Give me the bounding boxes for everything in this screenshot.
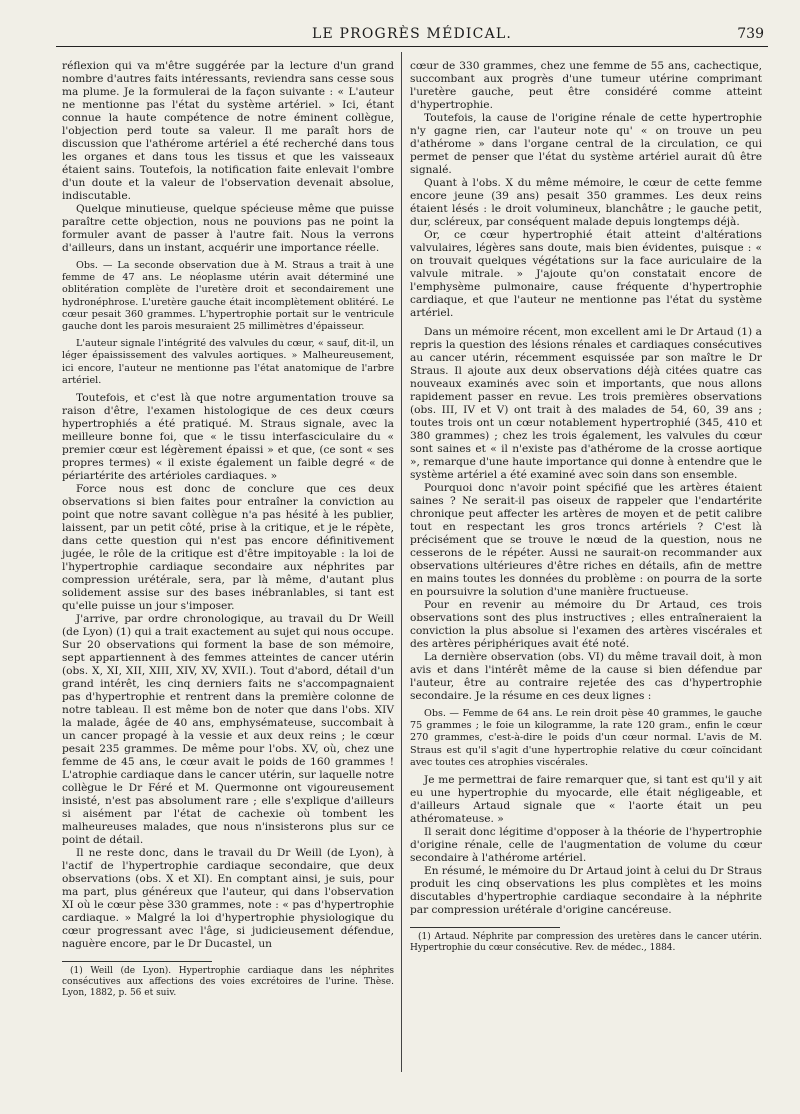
paragraph: Pourquoi donc n'avoir point spécifié que les artères étaient saines ? Ne serait-il pas oiseux de rappeler que l'endartérite chronique peut affecter les artères de moyen et de petit calibre tout en respectant les gros troncs artériels ? C'est là précisément que se trouve le nœud de la question, nous ne cesserons de le répéter. Aussi ne saurait-on recommander aux observations ultérieures d'être riches en détails, afin de mettre en mains toutes les données du problème : on pourra de la sorte en poursuivre la solution d'une manière fructueuse. [410, 482, 762, 598]
header-rule [56, 46, 768, 47]
paragraph: Or, ce cœur hypertrophié était atteint d'altérations valvulaires, légères sans doute, mais bien évidentes, puisque : « on trouvait quelques végétations sur la face auriculaire de la valvule mitrale. » J'ajoute qu'on constatait encore de l'emphysème pulmonaire, cause fréquente d'hypertrophie cardiaque, et que l'auteur ne mentionne pas l'état du système artériel. [410, 229, 762, 319]
paragraph: En résumé, le mémoire du Dr Artaud joint à celui du Dr Straus produit les cinq observations les plus complètes et les moins discutables d'hypertrophie cardiaque secondaire à la néphrite par compression urétérale d'origine cancéreuse. [410, 865, 762, 917]
left-column [62, 60, 394, 999]
observation-paragraph: L'auteur signale l'intégrité des valvules du cœur, « sauf, dit-il, un léger épaississement des valvules aortiques. » Malheureusement, ici encore, l'auteur ne mentionne pas l'état anatomique de l'arbre artériel. [62, 338, 394, 386]
paragraph: J'arrive, par ordre chronologique, au travail du Dr Weill (de Lyon) (1) qui a trait exactement au sujet qui nous occupe. Sur 20 observations qui forment la base de son mémoire, sept appartiennent à des femmes atteintes de cancer utérin (obs. X, XI, XII, XIII, XIV, XV, XVII.). Tout d'abord, détail d'un grand intérêt, les cinq derniers faits ne s'accompagnaient pas d'hypertrophie et rentrent dans la première colonne de notre tableau. Il est même bon de noter que dans l'obs. XIV la malade, âgée de 40 ans, emphysémateuse, succombait à un cancer propagé à la vessie et aux deux reins ; le cœur pesait 235 grammes. De même pour l'obs. XV, où, chez une femme de 45 ans, le cœur avait le poids de 160 grammes ! L'atrophie cardiaque dans le cancer utérin, sur laquelle notre collègue le Dr Féré et M. Quermonne ont vigoureusement insisté, n'est pas absolument rare ; elle s'explique d'ailleurs si aisément par l'état de cachexie où tombent les malheureuses malades, que nous n'insisterons plus sur ce point de détail. [62, 613, 394, 847]
right-column [410, 60, 762, 954]
observation-paragraph: Obs. — La seconde observation due à M. Straus a trait à une femme de 47 ans. Le néoplasme utérin avait déterminé une oblitération complète de l'uretère droit et secondairement une hydronéphrose. L'uretère gauche était incomplètement oblitéré. Le cœur pesait 360 grammes. L'hypertrophie portait sur le ventricule gauche dont les parois mesuraient 25 millimètres d'épaisseur. [62, 260, 394, 333]
column-divider [401, 52, 402, 1072]
paragraph: Dans un mémoire récent, mon excellent ami le Dr Artaud (1) a repris la question des lésions rénales et cardiaques consécutives au cancer utérin, récemment esquissée par son maître le Dr Straus. Il ajoute aux deux observations déjà citées quatre cas nouveaux examinés avec soin et importants, que nous allons rapidement passer en revue. Les trois premières observations (obs. III, IV et V) ont trait à des malades de 54, 60, 39 ans ; toutes trois ont un cœur notablement hypertrophié (345, 410 et 380 grammes) ; chez les trois également, les valvules du cœur sont saines et « il n'existe pas d'athérome de la crosse aortique », remarque d'une haute importance qui donne à entendre que le système artériel a été examiné avec soin dans son ensemble. [410, 326, 762, 481]
page-header [56, 26, 768, 48]
paragraph: Je me permettrai de faire remarquer que, si tant est qu'il y ait eu une hypertrophie du myocarde, elle était négligeable, et d'ailleurs Artaud signale que « l'aorte était un peu athéromateuse. » [410, 774, 762, 826]
paragraph: Pour en revenir au mémoire du Dr Artaud, ces trois observations sont des plus instructives ; elles entraîneraient la conviction la plus absolue si l'examen des artères viscérales et des artères périphériques avait été noté. [410, 599, 762, 650]
footnote: (1) Weill (de Lyon). Hypertrophie cardiaque dans les néphrites consécutives aux affections des voies excrétoires de l'urine. Thèse. Lyon, 1882, p. 56 et suiv. [62, 966, 394, 999]
page-number: 739 [737, 26, 764, 42]
paragraph: cœur de 330 grammes, chez une femme de 55 ans, cachectique, succombant aux progrès d'une tumeur utérine comprimant l'uretère gauche, peut être considéré comme atteint d'hypertrophie. [410, 60, 762, 111]
paragraph: Il ne reste donc, dans le travail du Dr Weill (de Lyon), à l'actif de l'hypertrophie cardiaque secondaire, que deux observations (obs. X et XI). En comptant ainsi, je suis, pour ma part, plus généreux que l'auteur, qui dans l'observation XI où le cœur pèse 330 grammes, note : « pas d'hypertrophie cardiaque. » Malgré la loi d'hypertrophie physiologique du cœur progressant avec l'âge, si judicieusement défendue, naguère encore, par le Dr Ducastel, un [62, 847, 394, 951]
paragraph: Force nous est donc de conclure que ces deux observations si bien faites pour entraîner la conviction au point que notre savant collègue n'a pas hésité à les publier, laissent, par un petit côté, prise à la critique, et je le répète, dans cette question qui n'est pas encore définitivement jugée, le rôle de la critique est d'être impitoyable : la loi de l'hypertrophie cardiaque secondaire aux néphrites par compression urétérale, sera, par là même, d'autant plus solidement assise sur des bases inébranlables, si tant est qu'elle puisse un jour s'imposer. [62, 483, 394, 613]
paragraph: Quelque minutieuse, quelque spécieuse même que puisse paraître cette objection, nous ne pouvions pas ne point la formuler avant de passer à l'autre fait. Nous la verrons d'ailleurs, dans un instant, acquérir une importance réelle. [62, 203, 394, 254]
paragraph: La dernière observation (obs. VI) du même travail doit, à mon avis et dans l'intérêt même de la cause si bien défendue par l'auteur, être au contraire rejetée des cas d'hypertrophie secondaire. Je la résume en ces deux lignes : [410, 651, 762, 702]
paragraph: Il serait donc légitime d'opposer à la théorie de l'hypertrophie d'origine rénale, celle de l'augmentation de volume du cœur secondaire à l'athérome artériel. [410, 826, 762, 865]
journal-title: LE PROGRÈS MÉDICAL. [311, 26, 513, 42]
observation-paragraph: Obs. — Femme de 64 ans. Le rein droit pèse 40 grammes, le gauche 75 grammes ; le foie un kilogramme, la rate 120 gram., enfin le cœur 270 grammes, c'est-à-dire le poids d'un cœur normal. L'avis de M. Straus est qu'il s'agit d'une hypertrophie relative du cœur coïncidant avec toutes ces atrophies viscérales. [410, 708, 762, 768]
footnote: (1) Artaud. Néphrite par compression des uretères dans le cancer utérin. Hypertrophie du cœur consécutive. Rev. de médec., 1884. [410, 932, 762, 954]
paragraph: Toutefois, et c'est là que notre argumentation trouve sa raison d'être, l'examen histologique de ces deux cœurs hypertrophiés a été pratiqué. M. Straus signale, avec la meilleure bonne foi, que « le tissu interfasciculaire du « premier cœur est légèrement épaissi » et que, (ce sont « ses propres termes) « il existe également un faible degré « de périartérite des artérioles cardiaques. » [62, 392, 394, 483]
paragraph: réflexion qui va m'être suggérée par la lecture d'un grand nombre d'autres faits intéressants, reviendra sans cesse sous ma plume. Je la formulerai de la façon suivante : « L'auteur ne mentionne pas l'état du système artériel. » Ici, étant connue la haute compétence de notre éminent collègue, l'objection perd toute sa valeur. Il me paraît hors de discussion que l'athérome artériel a été recherché dans tous les organes et dans tous les tissus et que les vaisseaux étaient sains. Toutefois, la notification faite enlevait l'ombre d'un doute et la valeur de l'observation devenait absolue, indiscutable. [62, 60, 394, 202]
footnote-rule [410, 927, 560, 928]
paragraph: Quant à l'obs. X du même mémoire, le cœur de cette femme encore jeune (39 ans) pesait 350 grammes. Les deux reins étaient lésés : le droit volumineux, blanchâtre ; le gauche petit, dur, scléreux, par conséquent malade depuis longtemps déjà. [410, 177, 762, 228]
footnote-rule [62, 961, 212, 962]
paragraph: Toutefois, la cause de l'origine rénale de cette hypertrophie n'y gagne rien, car l'auteur note qu' « on trouve un peu d'athérome » dans l'organe central de la circulation, ce qui permet de penser que l'état du système artériel aurait dû être signalé. [410, 112, 762, 176]
